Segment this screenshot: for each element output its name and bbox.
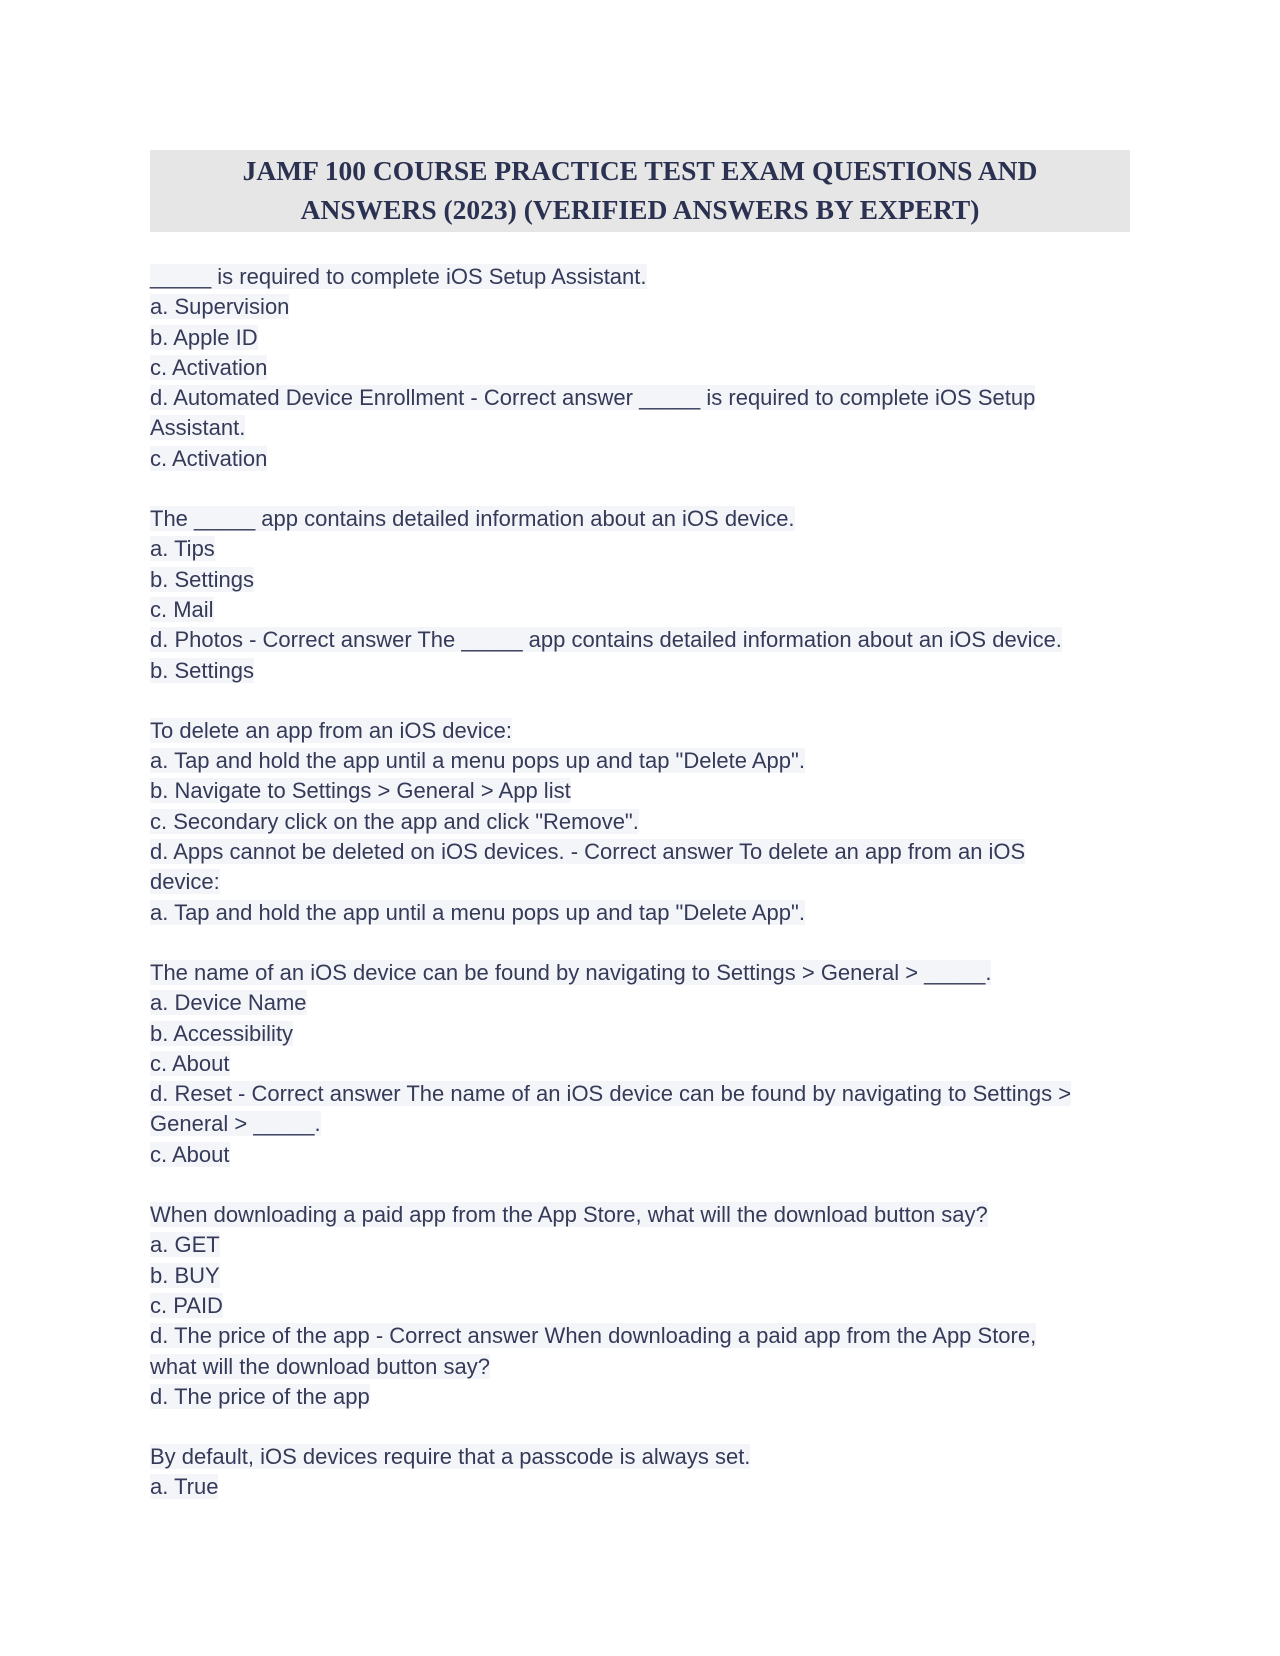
option-d-with-answer: d. Reset - Correct answer The name of an iOS device can be found by navigating to Settings >: [150, 1081, 1072, 1107]
question-block-1: [150, 262, 1130, 474]
option-b: b. Apple ID: [150, 324, 258, 350]
question-text: The name of an iOS device can be found by navigating to Settings > General > _____.: [150, 959, 992, 985]
question-text: _____ is required to complete iOS Setup Assistant.: [150, 264, 647, 289]
option-c: c. About: [150, 1050, 230, 1076]
question-block-4: [150, 958, 1130, 1170]
option-b: b. Accessibility: [150, 1020, 294, 1046]
option-c: c. PAID: [150, 1292, 223, 1318]
correct-answer: d. The price of the app: [150, 1383, 370, 1409]
option-d-with-answer: d. Photos - Correct answer The _____ app contains detailed information about an iOS device.: [150, 627, 1062, 653]
answer-continuation: device:: [150, 869, 220, 895]
correct-answer: a. Tap and hold the app until a menu pops up and tap "Delete App".: [150, 899, 805, 925]
question-block-2: [150, 504, 1130, 686]
option-a: a. Device Name: [150, 990, 307, 1016]
correct-answer: b. Settings: [150, 657, 254, 683]
document-title: [150, 150, 1130, 232]
correct-answer: c. About: [150, 1141, 230, 1167]
option-a: a. Tips: [150, 536, 215, 562]
option-a: a. GET: [150, 1232, 220, 1258]
answer-continuation: Assistant.: [150, 415, 246, 441]
question-text: To delete an app from an iOS device:: [150, 717, 512, 743]
question-block-5: [150, 1200, 1130, 1412]
question-text: By default, iOS devices require that a passcode is always set.: [150, 1444, 751, 1470]
option-d-with-answer: d. Apps cannot be deleted on iOS devices. - Correct answer To delete an app from an iOS: [150, 839, 1026, 865]
option-c: c. Activation: [150, 354, 268, 380]
option-b: b. Settings: [150, 566, 254, 592]
option-b: b. Navigate to Settings > General > App list: [150, 778, 571, 804]
question-text: The _____ app contains detailed information about an iOS device.: [150, 506, 795, 532]
option-a: a. Supervision: [150, 294, 290, 320]
option-c: c. Mail: [150, 596, 214, 622]
option-d-with-answer: d. Automated Device Enrollment - Correct answer _____ is required to complete iOS Setup: [150, 385, 1036, 411]
option-a: a. True: [150, 1474, 219, 1500]
option-a: a. Tap and hold the app until a menu pops up and tap "Delete App".: [150, 748, 805, 774]
title-line-1: JAMF 100 COURSE PRACTICE TEST EXAM QUESTIONS AND: [242, 155, 1038, 186]
option-b: b. BUY: [150, 1262, 220, 1288]
question-block-3: [150, 716, 1130, 928]
document-page: [150, 150, 1130, 1533]
answer-continuation: General > _____.: [150, 1111, 321, 1137]
question-block-6: [150, 1442, 1130, 1503]
title-line-2: ANSWERS (2023) (VERIFIED ANSWERS BY EXPERT): [300, 194, 980, 225]
question-text: When downloading a paid app from the App Store, what will the download button say?: [150, 1202, 988, 1228]
option-c: c. Secondary click on the app and click "Remove".: [150, 808, 639, 834]
answer-continuation: what will the download button say?: [150, 1353, 490, 1379]
option-d-with-answer: d. The price of the app - Correct answer When downloading a paid app from the App Store,: [150, 1323, 1037, 1349]
correct-answer: c. Activation: [150, 445, 268, 471]
